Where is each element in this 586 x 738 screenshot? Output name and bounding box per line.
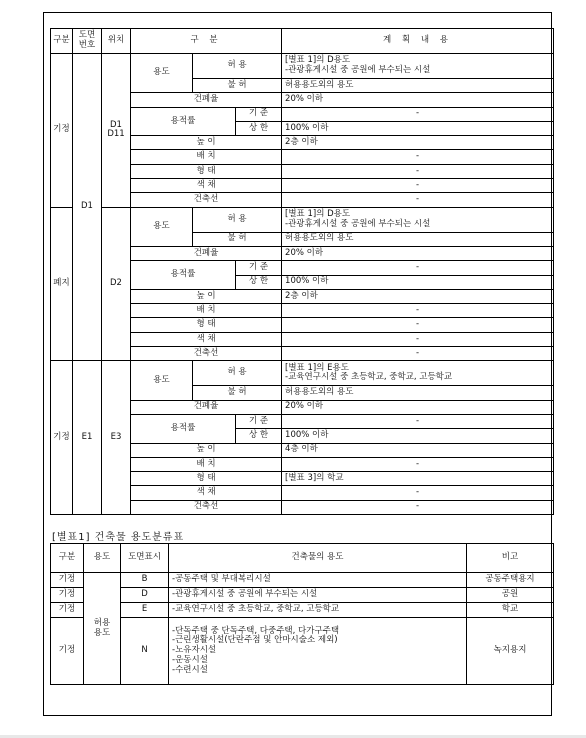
usage-gubun: 기정 bbox=[51, 618, 84, 685]
label-gijun: 기 준 bbox=[236, 261, 282, 275]
heoyong-line-2: -교육연구시설 중 초등학교, 중학교, 고등학교 bbox=[285, 372, 453, 383]
value-bulheo: 허용용도외의 용도 bbox=[282, 79, 554, 93]
label-geonpyeyul: 건폐율 bbox=[131, 400, 282, 414]
usage-bigo: 공동주택용지 bbox=[467, 573, 554, 588]
group-wichi: D1 D11 bbox=[102, 54, 131, 208]
value-saekchae: - bbox=[282, 486, 554, 500]
label-hyeongtae: 형 태 bbox=[131, 472, 282, 486]
usage-line: -노유자시설 bbox=[172, 645, 217, 656]
value-geonpyeyul: 20% 이하 bbox=[282, 93, 554, 107]
usage-mark: B bbox=[121, 573, 169, 588]
label-saekchae: 색 채 bbox=[131, 486, 282, 500]
label-bulheo: 불 허 bbox=[193, 79, 282, 93]
label-yongjeogyul: 용적률 bbox=[131, 107, 236, 136]
plan-row bbox=[51, 207, 554, 232]
label-hyeongtae: 형 태 bbox=[131, 164, 282, 178]
usage-row bbox=[51, 603, 554, 618]
value-sanghan: 100% 이하 bbox=[282, 429, 554, 443]
usage-description bbox=[169, 618, 467, 685]
label-heoyong: 허 용 bbox=[193, 54, 282, 79]
group-domyeon: D1 bbox=[73, 54, 102, 361]
group-gubun: 폐지 bbox=[51, 207, 73, 361]
heoyong-line-1: [별표 1]의 E용도 bbox=[285, 362, 349, 373]
usage-row bbox=[51, 588, 554, 603]
value-gijun: - bbox=[282, 107, 554, 121]
label-baechi: 배 치 bbox=[131, 150, 282, 164]
group-domyeon: E1 bbox=[73, 361, 102, 515]
label-heoyong: 허 용 bbox=[193, 207, 282, 232]
usage-table-header-row bbox=[51, 544, 554, 573]
value-geonchukseon: - bbox=[282, 500, 554, 514]
label-gijun: 기 준 bbox=[236, 107, 282, 121]
label-yongjeogyul: 용적률 bbox=[131, 261, 236, 290]
value-bulheo: 허용용도외의 용도 bbox=[282, 232, 554, 246]
value-baechi: - bbox=[282, 304, 554, 318]
label-yongdo: 용도 bbox=[131, 361, 193, 400]
label-nopi: 높 이 bbox=[131, 443, 282, 457]
label-sanghan: 상 한 bbox=[236, 275, 282, 289]
label-baechi: 배 치 bbox=[131, 457, 282, 471]
value-hyeongtae: - bbox=[282, 318, 554, 332]
header-gubun: 구분 bbox=[51, 29, 73, 54]
usage-row bbox=[51, 618, 554, 685]
label-heoyong: 허 용 bbox=[193, 361, 282, 386]
usage-header-usage: 건축물의 용도 bbox=[169, 544, 467, 573]
header-domyeon: 도면 번호 bbox=[73, 29, 102, 54]
value-saekchae: - bbox=[282, 332, 554, 346]
heoyong-line-2: -관광휴게시설 중 공원에 부수되는 시설 bbox=[285, 218, 431, 229]
label-nopi: 높 이 bbox=[131, 289, 282, 303]
usage-table bbox=[50, 543, 554, 685]
group-gubun: 기정 bbox=[51, 54, 73, 208]
label-nopi: 높 이 bbox=[131, 136, 282, 150]
label-sanghan: 상 한 bbox=[236, 429, 282, 443]
group-gubun: 기정 bbox=[51, 361, 73, 515]
plan-table-body bbox=[51, 29, 554, 515]
label-geonpyeyul: 건폐율 bbox=[131, 93, 282, 107]
usage-line: -근린생활시설(단란주점 및 안마시술소 제외) bbox=[172, 635, 338, 646]
usage-description: -공동주택 및 부대복리시설 bbox=[169, 573, 467, 588]
usage-header-domyeon: 도면표시 bbox=[121, 544, 169, 573]
plan-row bbox=[51, 54, 554, 79]
label-bulheo: 불 허 bbox=[193, 386, 282, 400]
heoyong-line-1: [별표 1]의 D용도 bbox=[285, 55, 351, 66]
value-baechi: - bbox=[282, 457, 554, 471]
value-nopi: 2층 이하 bbox=[282, 136, 554, 150]
plan-table bbox=[50, 28, 554, 515]
value-hyeongtae: [별표 3]의 학교 bbox=[282, 472, 554, 486]
header-gubun-detail: 구 분 bbox=[131, 29, 282, 54]
table-caption: [별표1] 건축물 용도분류표 bbox=[52, 532, 185, 543]
plan-row bbox=[51, 361, 554, 386]
value-saekchae: - bbox=[282, 179, 554, 193]
label-hyeongtae: 형 태 bbox=[131, 318, 282, 332]
label-geonchukseon: 건축선 bbox=[131, 193, 282, 207]
label-bulheo: 불 허 bbox=[193, 232, 282, 246]
value-heoyong bbox=[282, 207, 554, 232]
header-wichi: 위치 bbox=[102, 29, 131, 54]
usage-mark: N bbox=[121, 618, 169, 685]
value-gijun: - bbox=[282, 261, 554, 275]
usage-line: -운동시설 bbox=[172, 654, 208, 665]
label-gijun: 기 준 bbox=[236, 414, 282, 428]
heoyong-line-2: -관광휴게시설 중 공원에 부수되는 시설 bbox=[285, 65, 431, 75]
value-geonpyeyul: 20% 이하 bbox=[282, 400, 554, 414]
usage-bigo: 학교 bbox=[467, 603, 554, 618]
usage-mark: E bbox=[121, 603, 169, 618]
value-gijun: - bbox=[282, 414, 554, 428]
label-saekchae: 색 채 bbox=[131, 332, 282, 346]
value-geonchukseon: - bbox=[282, 347, 554, 361]
usage-header-gubun: 구분 bbox=[51, 544, 84, 573]
value-heoyong bbox=[282, 361, 554, 386]
value-bulheo: 허용용도외의 용도 bbox=[282, 386, 554, 400]
label-yongdo: 용도 bbox=[131, 54, 193, 93]
value-geonpyeyul: 20% 이하 bbox=[282, 246, 554, 260]
usage-bigo: 공원 bbox=[467, 588, 554, 603]
usage-bigo: 녹지용지 bbox=[467, 618, 554, 685]
usage-description: -교육연구시설 중 초등학교, 중학교, 고등학교 bbox=[169, 603, 467, 618]
usage-row bbox=[51, 573, 554, 588]
group-wichi: D2 bbox=[102, 207, 131, 361]
label-baechi: 배 치 bbox=[131, 304, 282, 318]
usage-table-body bbox=[51, 544, 554, 685]
usage-description: -관광휴게시설 중 공원에 부수되는 시설 bbox=[169, 588, 467, 603]
usage-line: -수련시설 bbox=[172, 664, 208, 675]
usage-line: -단독주택 중 단독주택, 다중주택, 다가구주택 bbox=[172, 625, 340, 636]
usage-yongdo-merged: 허용 용도 bbox=[84, 573, 121, 685]
usage-mark: D bbox=[121, 588, 169, 603]
label-yongjeogyul: 용적률 bbox=[131, 414, 236, 443]
value-geonchukseon: - bbox=[282, 193, 554, 207]
usage-gubun: 기정 bbox=[51, 603, 84, 618]
group-wichi: E3 bbox=[102, 361, 131, 515]
label-saekchae: 색 채 bbox=[131, 179, 282, 193]
usage-header-yongdo: 용도 bbox=[84, 544, 121, 573]
heoyong-line-1: [별표 1]의 D용도 bbox=[285, 208, 351, 219]
usage-gubun: 기정 bbox=[51, 573, 84, 588]
label-geonpyeyul: 건폐율 bbox=[131, 246, 282, 260]
usage-header-bigo: 비고 bbox=[467, 544, 554, 573]
usage-gubun: 기정 bbox=[51, 588, 84, 603]
value-baechi: - bbox=[282, 150, 554, 164]
plan-table-header-row bbox=[51, 29, 554, 54]
value-heoyong bbox=[282, 54, 554, 79]
header-content: 계 획 내 용 bbox=[282, 29, 554, 54]
value-sanghan: 100% 이하 bbox=[282, 121, 554, 135]
label-geonchukseon: 건축선 bbox=[131, 347, 282, 361]
label-sanghan: 상 한 bbox=[236, 121, 282, 135]
value-nopi: 4층 이하 bbox=[282, 443, 554, 457]
value-hyeongtae: - bbox=[282, 164, 554, 178]
value-sanghan: 100% 이하 bbox=[282, 275, 554, 289]
label-yongdo: 용도 bbox=[131, 207, 193, 246]
label-geonchukseon: 건축선 bbox=[131, 500, 282, 514]
value-nopi: 2층 이하 bbox=[282, 289, 554, 303]
